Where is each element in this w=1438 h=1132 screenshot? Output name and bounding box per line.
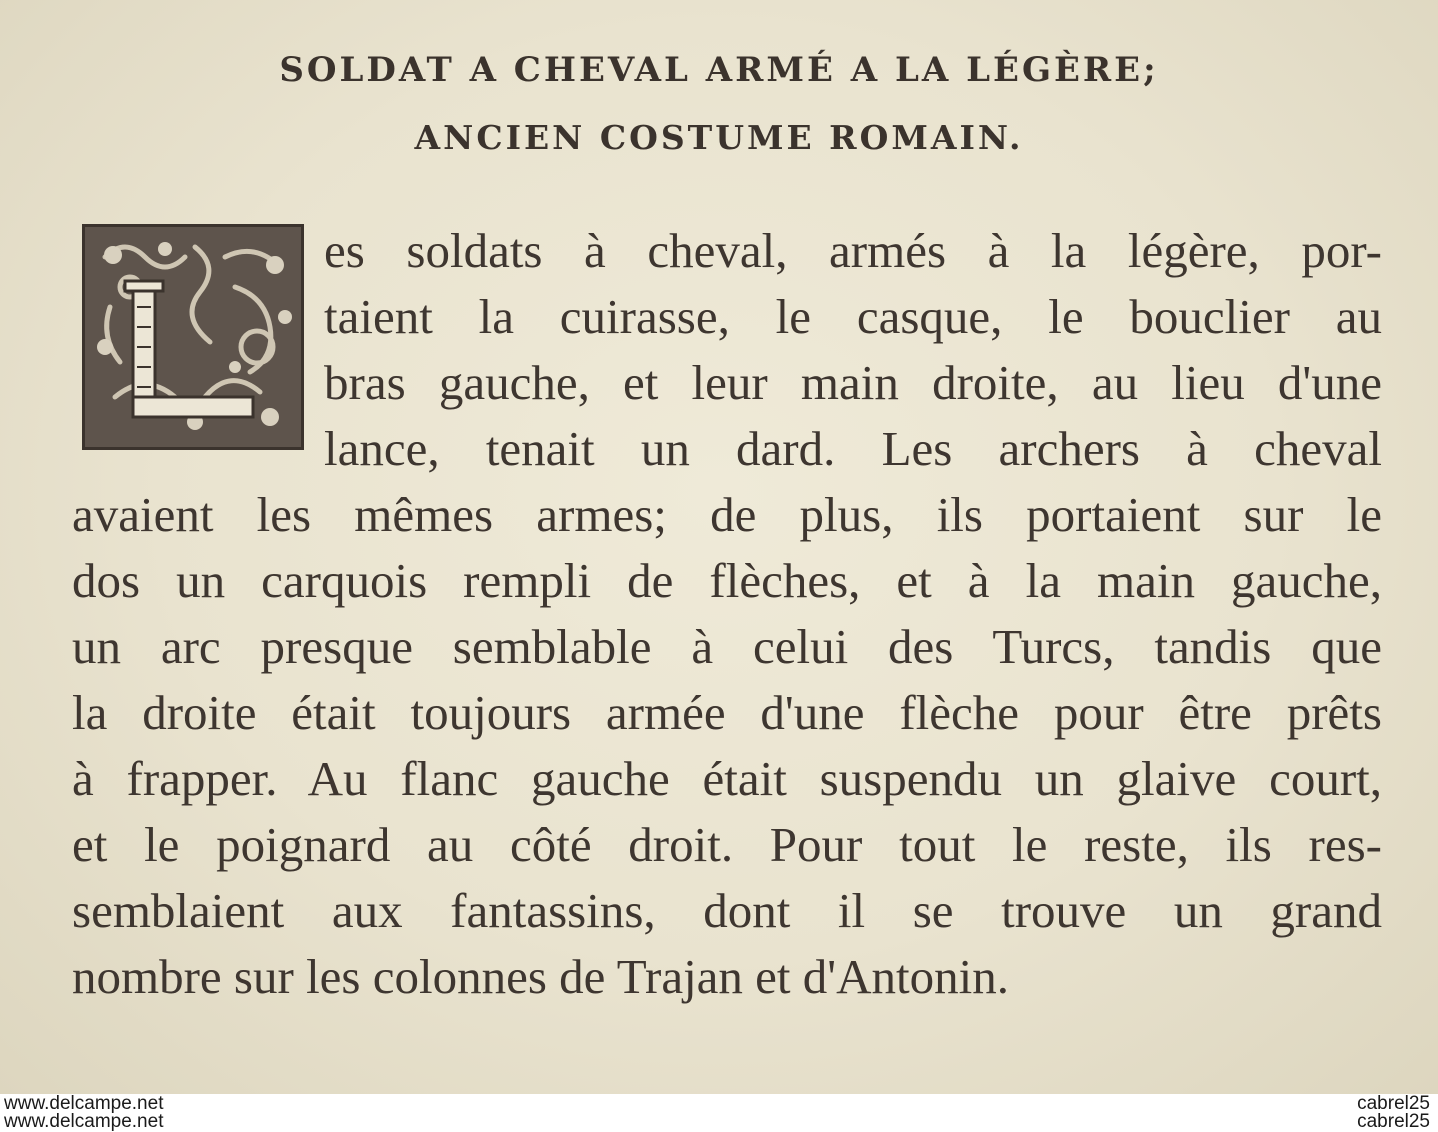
watermark-strip <box>0 1094 1438 1132</box>
title-line-1: SOLDAT A CHEVAL ARMÉ A LA LÉGÈRE; <box>279 50 1159 90</box>
watermark-site-bottom: www.delcampe.net <box>4 1111 164 1132</box>
body-line-12: nombre sur les colonnes de Trajan et d'Antonin. <box>72 949 1009 1004</box>
body-line-2: taient la cuirasse, le casque, le bouclier au <box>324 289 1382 344</box>
body-line-8: la droite était toujours armée d'une flèche pour être prêts <box>72 685 1382 740</box>
watermark-site-top: www.delcampe.net <box>4 1093 164 1114</box>
body-line-6: dos un carquois rempli de flèches, et à la main gauche, <box>72 553 1382 608</box>
watermark-user-bottom: cabrel25 <box>1357 1111 1430 1132</box>
body-line-3: bras gauche, et leur main droite, au lieu d'une <box>324 355 1382 410</box>
watermark-user-top: cabrel25 <box>1357 1093 1430 1114</box>
ornamental-initial-l-icon <box>82 224 304 450</box>
body-line-11: semblaient aux fantassins, dont il se trouve un grand <box>72 883 1382 938</box>
body-line-10: et le poignard au côté droit. Pour tout le reste, ils res- <box>72 817 1382 872</box>
body-line-7: un arc presque semblable à celui des Turcs, tandis que <box>72 619 1382 674</box>
body-line-4: lance, tenait un dard. Les archers à cheval <box>324 421 1382 476</box>
title-line-2: ANCIEN COSTUME ROMAIN. <box>414 118 1024 157</box>
body-line-1: es soldats à cheval, armés à la légère, por- <box>324 223 1382 278</box>
body-line-5: avaient les mêmes armes; de plus, ils portaient sur le <box>72 487 1382 542</box>
body-line-9: à frapper. Au flanc gauche était suspendu un glaive court, <box>72 751 1382 806</box>
